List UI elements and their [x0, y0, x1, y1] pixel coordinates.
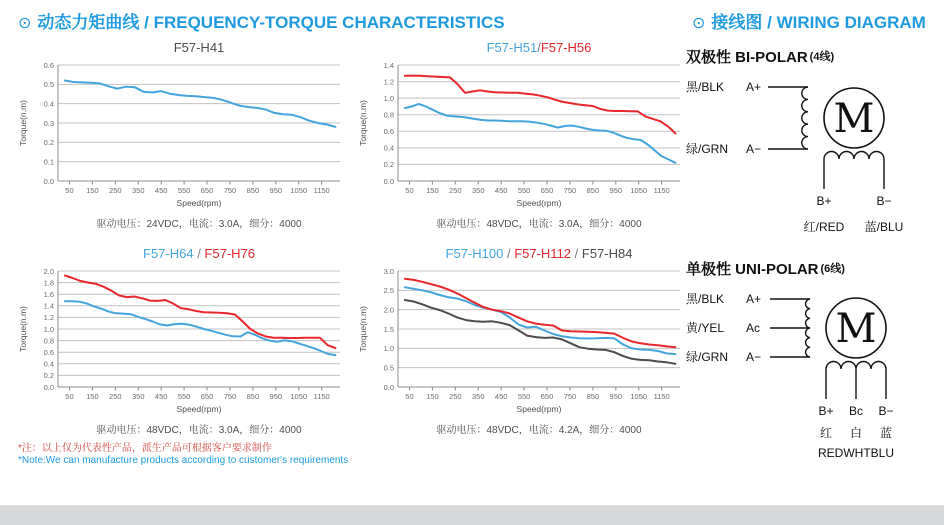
frequency-torque-chart-1 [18, 57, 350, 209]
x-tick-label: 1050 [630, 186, 648, 195]
x-tick-label: 250 [449, 186, 462, 195]
y-tick-label: 0.2 [43, 138, 54, 148]
chart-title-part: F57-H84 [581, 246, 633, 261]
x-tick-label: 550 [177, 186, 191, 195]
chart-block-f57-h51-h56 [358, 40, 690, 230]
wire-label-green: 绿/GRN [686, 350, 729, 364]
chart-caption: 驱动电压：48VDC，电流：3.0A，细分：4000 [436, 219, 642, 230]
y-axis-label: Torque(n.m) [358, 100, 368, 146]
wire-label-green: 绿/GRN [686, 142, 729, 156]
x-axis-label: Speed(rpm) [176, 198, 222, 208]
x-tick-label: 150 [426, 186, 439, 195]
y-tick-label: 0.6 [43, 60, 54, 70]
pin-label-bc: Bc [848, 404, 864, 418]
y-tick-label: 1.5 [383, 324, 394, 334]
x-tick-label: 1150 [653, 186, 670, 195]
chart-title-part: / [193, 246, 205, 261]
wiring-bipolar [686, 46, 944, 246]
bipolar-heading-text: 双极性 BI-POLAR [686, 49, 808, 66]
x-tick-label: 450 [494, 186, 508, 195]
x-tick-label: 50 [405, 186, 414, 195]
x-tick-label: 950 [269, 186, 283, 195]
x-tick-label: 1050 [290, 186, 308, 195]
frequency-torque-chart-2 [358, 57, 690, 209]
y-axis-label: Torque(n.m) [18, 306, 28, 352]
x-tick-label: 650 [200, 392, 214, 401]
x-tick-label: 1050 [630, 392, 648, 401]
y-tick-label: 0.2 [43, 371, 54, 381]
wire-label-red: 红 [819, 426, 833, 440]
y-tick-label: 0.0 [43, 382, 54, 392]
x-tick-label: 150 [426, 392, 439, 401]
wire-label-yellow: 黄/YEL [686, 321, 725, 335]
x-tick-label: 450 [494, 392, 508, 401]
chart-title-part: F57-H76 [204, 246, 255, 261]
x-tick-label: 650 [200, 186, 214, 195]
y-tick-label: 2.0 [43, 266, 54, 276]
unipolar-heading-text: 单极性 UNI-POLAR [686, 261, 819, 278]
y-tick-label: 1.0 [383, 93, 394, 103]
x-tick-label: 250 [109, 186, 122, 195]
pin-label-b-minus: B− [878, 404, 894, 418]
x-tick-label: 1150 [313, 392, 330, 401]
pin-label-b-minus: B− [876, 194, 892, 208]
wire-label-white: 白 [849, 426, 863, 440]
unipolar-heading-suffix: (6线) [820, 263, 845, 275]
chart-title-part: F57-H56 [540, 40, 592, 55]
chart-title [18, 40, 350, 57]
phase-b-coil [824, 152, 884, 160]
x-tick-label: 350 [131, 392, 145, 401]
x-tick-label: 650 [540, 392, 554, 401]
y-tick-label: 1.0 [383, 344, 394, 354]
x-tick-label: 850 [586, 392, 600, 401]
chart-title-part: F57-H51 [486, 40, 538, 55]
chart-caption: 驱动电压：24VDC，电流：3.0A，细分：4000 [96, 219, 302, 230]
chart-block-f57-h41 [18, 40, 350, 230]
y-tick-label: 1.2 [383, 77, 394, 87]
x-tick-label: 150 [86, 392, 99, 401]
chart-title [358, 40, 690, 57]
footnote-zh: *注：以上仅为代表性产品，派生产品可根据客户要求制作 [18, 443, 272, 454]
x-tick-label: 950 [609, 392, 623, 401]
wire-label-red: 红/RED [803, 220, 845, 234]
bipolar-heading-suffix: (4线) [809, 51, 835, 63]
x-tick-label: 450 [154, 186, 168, 195]
phase-b-coil [826, 362, 886, 370]
y-tick-label: 1.8 [43, 278, 54, 288]
pin-label-a-plus: A+ [746, 292, 762, 306]
y-tick-label: 1.2 [43, 313, 54, 323]
y-axis-label: Torque(n.m) [358, 306, 368, 352]
x-tick-label: 750 [223, 392, 237, 401]
motor-letter: M [835, 306, 877, 352]
wire-colors-en-label: REDWHTBLU [817, 446, 895, 460]
x-tick-label: 1150 [653, 392, 670, 401]
motor-letter: M [833, 96, 875, 142]
y-tick-label: 0.5 [383, 363, 394, 373]
chart-title-part: / [503, 246, 515, 261]
y-tick-label: 0.8 [43, 336, 54, 346]
y-tick-label: 0.6 [43, 348, 54, 357]
x-tick-label: 550 [517, 392, 531, 401]
unipolar-diagram [686, 283, 938, 469]
y-tick-label: 1.4 [383, 60, 394, 70]
y-tick-label: 1.0 [43, 324, 54, 334]
y-tick-label: 0.0 [383, 382, 394, 392]
pin-label-ac: Ac [746, 321, 761, 335]
x-axis-label: Speed(rpm) [516, 198, 562, 208]
x-tick-label: 550 [517, 186, 531, 195]
wire-label-blue: 蓝/BLU [864, 220, 904, 234]
chart-caption: 驱动电压：48VDC，电流：4.2A，细分：4000 [436, 425, 642, 436]
x-tick-label: 850 [586, 186, 600, 195]
x-tick-label: 850 [246, 186, 260, 195]
x-tick-label: 50 [65, 186, 74, 195]
x-tick-label: 350 [471, 186, 485, 195]
pin-label-a-plus: A+ [746, 80, 762, 94]
wiring-unipolar [686, 258, 944, 474]
footnote-en: *Note:We can manufacture products according to customer's requirements [18, 455, 349, 466]
x-tick-label: 750 [563, 392, 577, 401]
bullet-icon: ⊙ [692, 15, 706, 32]
x-tick-label: 950 [609, 186, 623, 195]
chart-caption: 驱动电压：48VDC，电流：3.0A，细分：4000 [96, 425, 302, 436]
y-tick-label: 3.0 [383, 266, 394, 276]
section-title-torque-text: 动态力矩曲线 / FREQUENCY-TORQUE CHARACTERISTICS [37, 13, 505, 32]
frequency-torque-chart-4 [358, 263, 690, 415]
series-line-F57-H100 [405, 287, 676, 354]
chart-title-part: / [571, 246, 582, 261]
y-axis-label: Torque(n.m) [18, 100, 28, 146]
x-tick-label: 550 [177, 392, 191, 401]
series-line-F57-H56 [405, 76, 676, 134]
pin-label-a-minus: A− [746, 142, 762, 156]
chart-title-part: F57-H64 [143, 246, 194, 261]
pin-label-b-plus: B+ [818, 404, 834, 418]
x-tick-label: 750 [563, 186, 577, 195]
chart-title [18, 246, 350, 263]
wire-label-blue: 蓝 [879, 426, 893, 440]
chart-block-f57-h100-h112-h84 [358, 246, 690, 436]
x-axis-label: Speed(rpm) [516, 404, 562, 414]
x-tick-label: 350 [131, 186, 145, 195]
y-tick-label: 0.1 [43, 157, 54, 167]
y-tick-label: 0.5 [43, 80, 54, 90]
y-tick-label: 0.8 [383, 110, 394, 120]
x-tick-label: 50 [65, 392, 74, 401]
frequency-torque-chart-3 [18, 263, 350, 415]
chart-block-f57-h64-h76 [18, 246, 350, 436]
x-tick-label: 350 [471, 392, 485, 401]
y-tick-label: 1.4 [43, 301, 54, 311]
x-tick-label: 950 [269, 392, 283, 401]
x-tick-label: 1150 [313, 186, 330, 195]
y-tick-label: 0.0 [383, 176, 394, 186]
page-footer-strip [0, 505, 944, 525]
bullet-icon: ⊙ [18, 15, 32, 32]
x-tick-label: 250 [109, 392, 122, 401]
y-tick-label: 0.3 [43, 118, 54, 128]
chart-title-part: F57-H112 [514, 246, 572, 261]
x-tick-label: 250 [449, 392, 462, 401]
pin-label-b-plus: B+ [816, 194, 832, 208]
y-tick-label: 1.6 [43, 290, 54, 299]
x-tick-label: 450 [154, 392, 168, 401]
pin-label-a-minus: A− [746, 350, 762, 364]
series-line-F57-H76 [65, 276, 336, 349]
chart-title-part: F57-H41 [173, 40, 225, 55]
bipolar-heading [686, 46, 944, 67]
x-axis-label: Speed(rpm) [176, 404, 222, 414]
chart-title-part: F57-H100 [445, 246, 504, 261]
wire-label-black: 黑/BLK [686, 80, 725, 94]
section-title-wiring-text: 接线图 / WIRING DIAGRAM [711, 13, 926, 32]
bipolar-diagram [686, 71, 938, 241]
y-tick-label: 2.5 [383, 286, 394, 296]
y-tick-label: 0.4 [43, 99, 54, 109]
series-line-F57-H64 [65, 301, 336, 355]
wire-label-black: 黑/BLK [686, 292, 725, 306]
x-tick-label: 750 [223, 186, 237, 195]
footnotes [18, 443, 348, 467]
chart-title [358, 246, 690, 263]
unipolar-heading [686, 258, 944, 279]
x-tick-label: 850 [246, 392, 260, 401]
y-tick-label: 2.0 [383, 305, 394, 315]
x-tick-label: 650 [540, 186, 554, 195]
y-tick-label: 0.4 [43, 359, 54, 369]
y-tick-label: 0.4 [383, 143, 394, 153]
x-tick-label: 150 [86, 186, 99, 195]
phase-a-coil [802, 87, 808, 149]
section-title-torque [18, 8, 505, 33]
x-tick-label: 1050 [290, 392, 308, 401]
chart-title-part: / [537, 40, 541, 55]
y-tick-label: 0.6 [383, 127, 394, 137]
x-tick-label: 50 [405, 392, 414, 401]
y-tick-label: 0.2 [383, 160, 394, 170]
y-tick-label: 0.0 [43, 176, 54, 186]
series-line-F57-H51 [405, 104, 676, 163]
section-title-wiring [692, 8, 926, 33]
